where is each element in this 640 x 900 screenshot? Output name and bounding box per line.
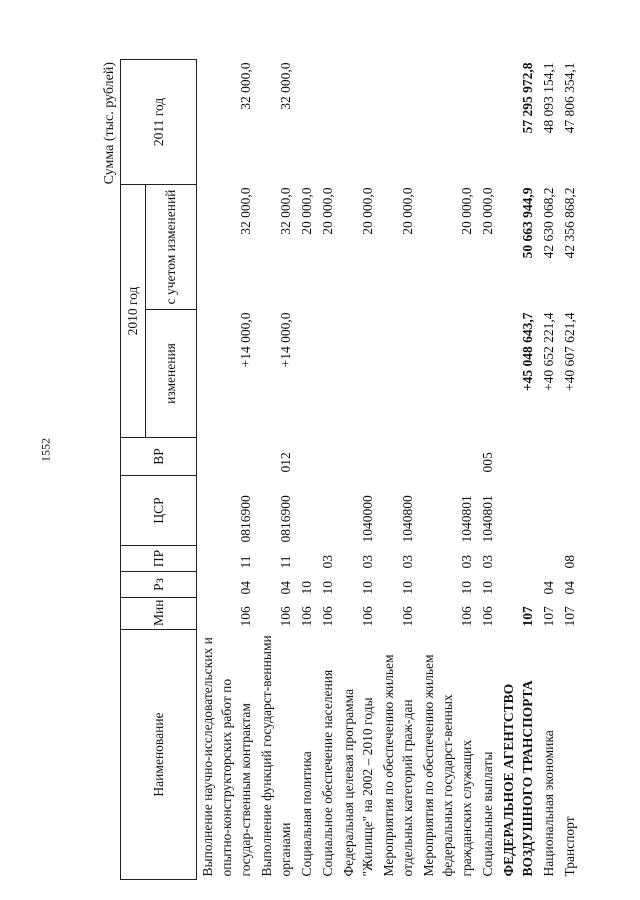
cell-with-changes: 42 356 868,2 — [562, 187, 577, 259]
table-row — [338, 60, 378, 880]
cell-pr: 03 — [459, 555, 474, 569]
cell-csr: 1040801 — [480, 495, 495, 543]
cell-with-changes: 20 000,0 — [459, 187, 474, 235]
cell-name: ФЕДЕРАЛЬНОЕ АГЕНТСТВО ВОЗДУШНОГО ТРАНСПОРТА — [501, 680, 535, 877]
cell-csr — [498, 476, 538, 546]
cell-2011 — [378, 60, 418, 185]
cell-changes: +14 000,0 — [238, 312, 253, 368]
header-min: Мин — [121, 598, 197, 630]
cell-vr — [498, 438, 538, 476]
cell-name: Социальные выплаты — [480, 751, 495, 877]
cell-pr: 03 — [400, 555, 415, 569]
cell-2011: 48 093 154,1 — [541, 62, 556, 134]
cell-with-changes: 32 000,0 — [278, 187, 293, 235]
cell-rz: 10 — [320, 581, 335, 595]
cell-pr: 03 — [480, 555, 495, 569]
cell-min: 106 — [400, 606, 415, 627]
cell-with-changes: 50 663 944,9 — [520, 187, 535, 259]
cell-pr: 11 — [238, 555, 253, 569]
cell-changes: +45 048 643,7 — [520, 312, 535, 392]
cell-rz: 10 — [299, 581, 314, 595]
table-row — [378, 60, 418, 880]
cell-vr — [378, 438, 418, 476]
cell-pr: 11 — [278, 555, 293, 569]
table-row — [477, 60, 498, 880]
cell-vr — [197, 438, 257, 476]
cell-rz: 10 — [400, 581, 415, 595]
budget-table — [120, 59, 580, 880]
cell-rz: 04 — [278, 581, 293, 595]
cell-2011 — [317, 60, 338, 185]
cell-pr — [296, 546, 317, 572]
cell-vr — [559, 438, 580, 476]
cell-min: 106 — [459, 606, 474, 627]
cell-min: 107 — [541, 606, 556, 627]
cell-2011 — [418, 60, 477, 185]
cell-pr — [498, 546, 538, 572]
cell-rz — [498, 572, 538, 598]
cell-changes: +14 000,0 — [278, 312, 293, 368]
cell-vr — [296, 438, 317, 476]
cell-with-changes: 20 000,0 — [400, 187, 415, 235]
cell-changes: +40 652 221,4 — [541, 312, 556, 391]
cell-rz: 04 — [562, 581, 577, 595]
cell-2011: 32 000,0 — [278, 62, 293, 110]
cell-rz: 10 — [360, 581, 375, 595]
table-row — [418, 60, 477, 880]
table-row — [559, 60, 580, 880]
cell-with-changes: 20 000,0 — [320, 187, 335, 235]
cell-min: 107 — [562, 606, 577, 627]
header-rz: Рз — [121, 572, 197, 598]
cell-pr — [538, 546, 559, 572]
cell-with-changes: 20 000,0 — [299, 187, 314, 235]
cell-rz: 10 — [480, 581, 495, 595]
cell-vr — [317, 438, 338, 476]
cell-vr: 012 — [278, 452, 293, 473]
cell-min: 107 — [520, 606, 535, 627]
cell-name: Социальное обеспечение населения — [320, 669, 335, 877]
table-header — [121, 60, 197, 880]
header-year-2011: 2011 год — [121, 60, 197, 185]
cell-name: Выполнение научно-исследовательских и опытно-конструкторских работ по государ-ственным контрактам — [200, 637, 253, 877]
cell-2011: 57 295 972,8 — [520, 62, 535, 134]
table-row — [197, 60, 257, 880]
cell-min: 106 — [278, 606, 293, 627]
page-number: 1552 — [38, 438, 53, 462]
header-name: Наименование — [121, 630, 197, 880]
header-csr: ЦСР — [121, 476, 197, 546]
cell-csr — [317, 476, 338, 546]
cell-name: Мероприятия по обеспечению жильем отдельных категорий граж-дан — [381, 654, 415, 877]
cell-pr: 03 — [360, 555, 375, 569]
cell-changes: +40 607 621,4 — [562, 312, 577, 391]
cell-csr: 1040800 — [400, 495, 415, 543]
cell-min: 106 — [299, 606, 314, 627]
cell-csr — [559, 476, 580, 546]
table-body — [197, 60, 581, 880]
cell-rz: 04 — [238, 581, 253, 595]
cell-csr: 1040801 — [459, 495, 474, 543]
cell-changes — [378, 310, 418, 438]
cell-with-changes: 32 000,0 — [238, 187, 253, 235]
rotated-budget-page — [100, 60, 580, 880]
header-year-2010: 2010 год — [121, 185, 146, 438]
cell-min: 106 — [320, 606, 335, 627]
cell-csr: 0816900 — [238, 495, 253, 543]
cell-with-changes: 20 000,0 — [360, 187, 375, 235]
table-row — [317, 60, 338, 880]
cell-pr: 08 — [562, 555, 577, 569]
cell-name: Транспорт — [562, 816, 577, 877]
cell-2011: 47 806 354,1 — [562, 62, 577, 134]
cell-vr — [338, 438, 378, 476]
cell-min: 106 — [238, 606, 253, 627]
cell-2011: 32 000,0 — [238, 62, 253, 110]
cell-changes — [317, 310, 338, 438]
table-row — [296, 60, 317, 880]
cell-csr — [538, 476, 559, 546]
cell-csr: 0816900 — [278, 495, 293, 543]
cell-name: Социальная политика — [299, 751, 314, 877]
cell-with-changes: 42 630 068,2 — [541, 187, 556, 259]
cell-csr — [296, 476, 317, 546]
cell-changes — [338, 310, 378, 438]
cell-pr: 03 — [320, 555, 335, 569]
cell-changes — [418, 310, 477, 438]
table-row — [538, 60, 559, 880]
cell-changes — [477, 310, 498, 438]
cell-name: Национальная экономика — [541, 730, 556, 877]
cell-min: 106 — [360, 606, 375, 627]
header-pr: ПР — [121, 546, 197, 572]
cell-rz: 04 — [541, 581, 556, 595]
cell-2011 — [338, 60, 378, 185]
cell-rz: 10 — [459, 581, 474, 595]
cell-name: Мероприятия по обеспечению жильем федеральных государст-венных гражданских служащих — [421, 654, 474, 877]
cell-vr — [538, 438, 559, 476]
unit-label: Сумма (тыс. рублей) — [102, 62, 117, 185]
cell-changes — [296, 310, 317, 438]
table-row — [256, 60, 296, 880]
cell-vr: 005 — [480, 452, 495, 473]
cell-with-changes: 20 000,0 — [480, 187, 495, 235]
table-row — [498, 60, 538, 880]
header-vr: ВР — [121, 438, 197, 476]
header-with-changes: с учетом изменений — [146, 185, 197, 310]
cell-2011 — [296, 60, 317, 185]
cell-name: Федеральная целевая программа "Жилище" на 2002 – 2010 годы — [341, 688, 375, 877]
cell-2011 — [477, 60, 498, 185]
header-changes: изменения — [146, 310, 197, 438]
cell-vr — [418, 438, 477, 476]
cell-name: Выполнение функций государст-венными органами — [259, 635, 293, 877]
cell-min: 106 — [480, 606, 495, 627]
cell-csr: 1040000 — [360, 495, 375, 543]
